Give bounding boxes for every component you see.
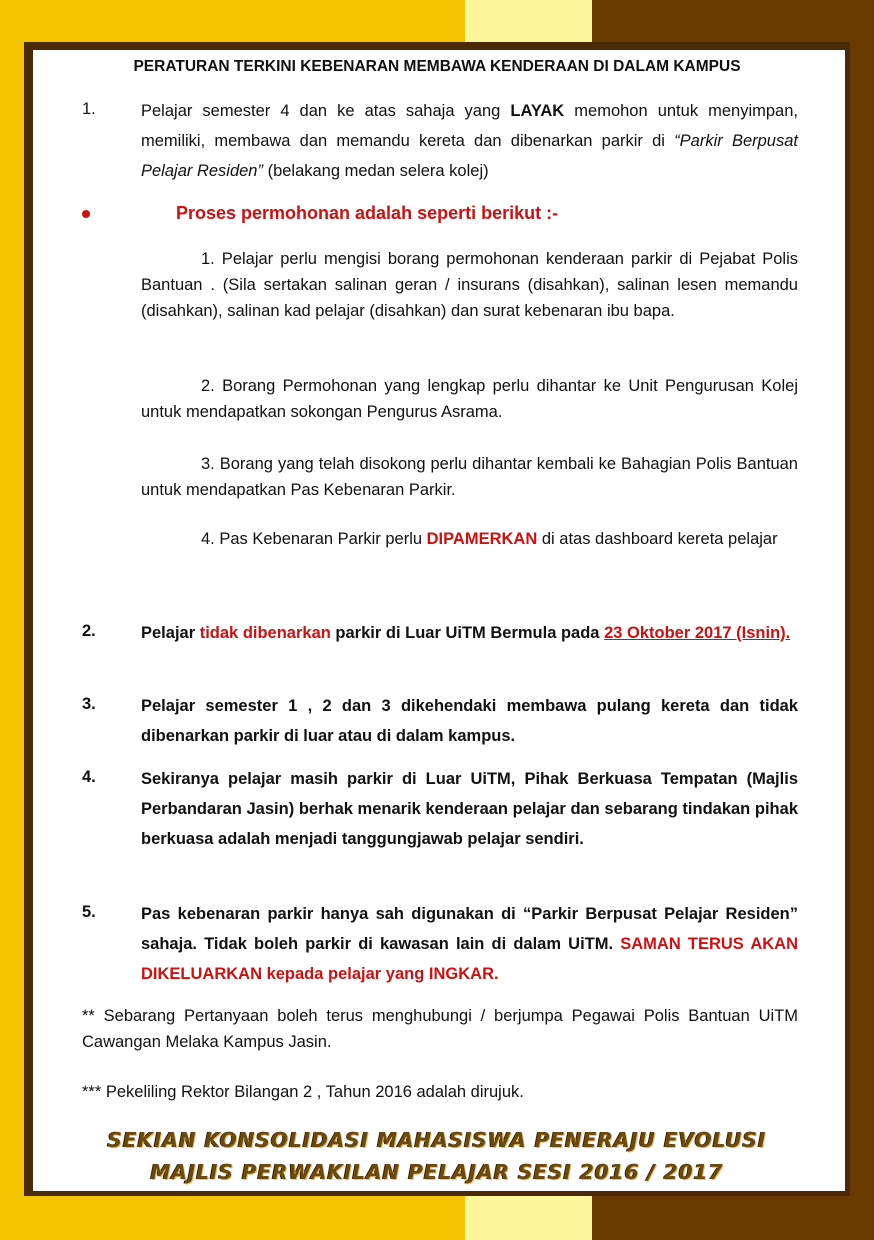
footer-line-1: SEKIAN KONSOLIDASI MAHASISWA PENERAJU EVOLUSI [107,1128,767,1152]
footer-line-2: MAJLIS PERWAKILAN PELAJAR SESI 2016 / 2017 [150,1160,724,1184]
process-step-1: 1. Pelajar perlu mengisi borang permohonan kenderaan parkir di Pejabat Polis Bantuan . (Sila sertakan salinan geran / insurans (disahkan), salinan lesen memandu (disahkan), salinan kad pelajar (disahkan) dan surat kebenaran ibu bapa. [141,250,798,320]
item-2-number: 2. [82,622,96,640]
note-contact: ** Sebarang Pertanyaan boleh terus menghubungi / berjumpa Pegawai Polis Bantuan UiTM Cawangan Melaka Kampus Jasin. [82,1007,798,1051]
item-3-text: Pelajar semester 1 , 2 dan 3 dikehendaki membawa pulang kereta dan tidak dibenarkan parkir di luar atau di dalam kampus. [141,697,798,745]
item-1-number: 1. [82,100,96,118]
item-2-text: Pelajar tidak dibenarkan parkir di Luar UiTM Bermula pada 23 Oktober 2017 (Isnin). [141,624,791,642]
item-3-number: 3. [82,695,96,713]
item-1-text: Pelajar semester 4 dan ke atas sahaja yang LAYAK memohon untuk menyimpan, memiliki, membawa dan memandu kereta dan dibenarkan parkir di “Parkir Berpusat Pelajar Residen” (belakang medan selera kolej) [141,102,798,180]
process-step-4: 4. Pas Kebenaran Parkir perlu DIPAMERKAN di atas dashboard kereta pelajar [201,530,778,548]
item-5-number: 5. [82,903,96,921]
item-5-text: Pas kebenaran parkir hanya sah digunakan di “Parkir Berpusat Pelajar Residen” sahaja. Tidak boleh parkir di kawasan lain di dalam UiTM. SAMAN TERUS AKAN DIKELUARKAN kepada pelajar yang INGKAR. [141,905,798,983]
process-step-3: 3. Borang yang telah disokong perlu dihantar kembali ke Bahagian Polis Bantuan untuk mendapatkan Pas Kebenaran Parkir. [141,455,798,499]
note-reference: *** Pekeliling Rektor Bilangan 2 , Tahun 2016 adalah dirujuk. [82,1083,524,1101]
document-title: PERATURAN TERKINI KEBENARAN MEMBAWA KENDERAAN DI DALAM KAMPUS [133,58,741,75]
item-4-number: 4. [82,768,96,786]
item-4-text: Sekiranya pelajar masih parkir di Luar UiTM, Pihak Berkuasa Tempatan (Majlis Perbandaran Jasin) berhak menarik kenderaan pelajar dan sebarang tindakan pihak berkuasa adalah menjadi tanggungjawab pelajar sendiri. [141,770,798,848]
process-heading: Proses permohonan adalah seperti berikut :- [176,203,559,223]
bullet-icon [82,210,90,218]
process-step-2: 2. Borang Permohonan yang lengkap perlu dihantar ke Unit Pengurusan Kolej untuk mendapatkan sokongan Pengurus Asrama. [141,377,798,421]
